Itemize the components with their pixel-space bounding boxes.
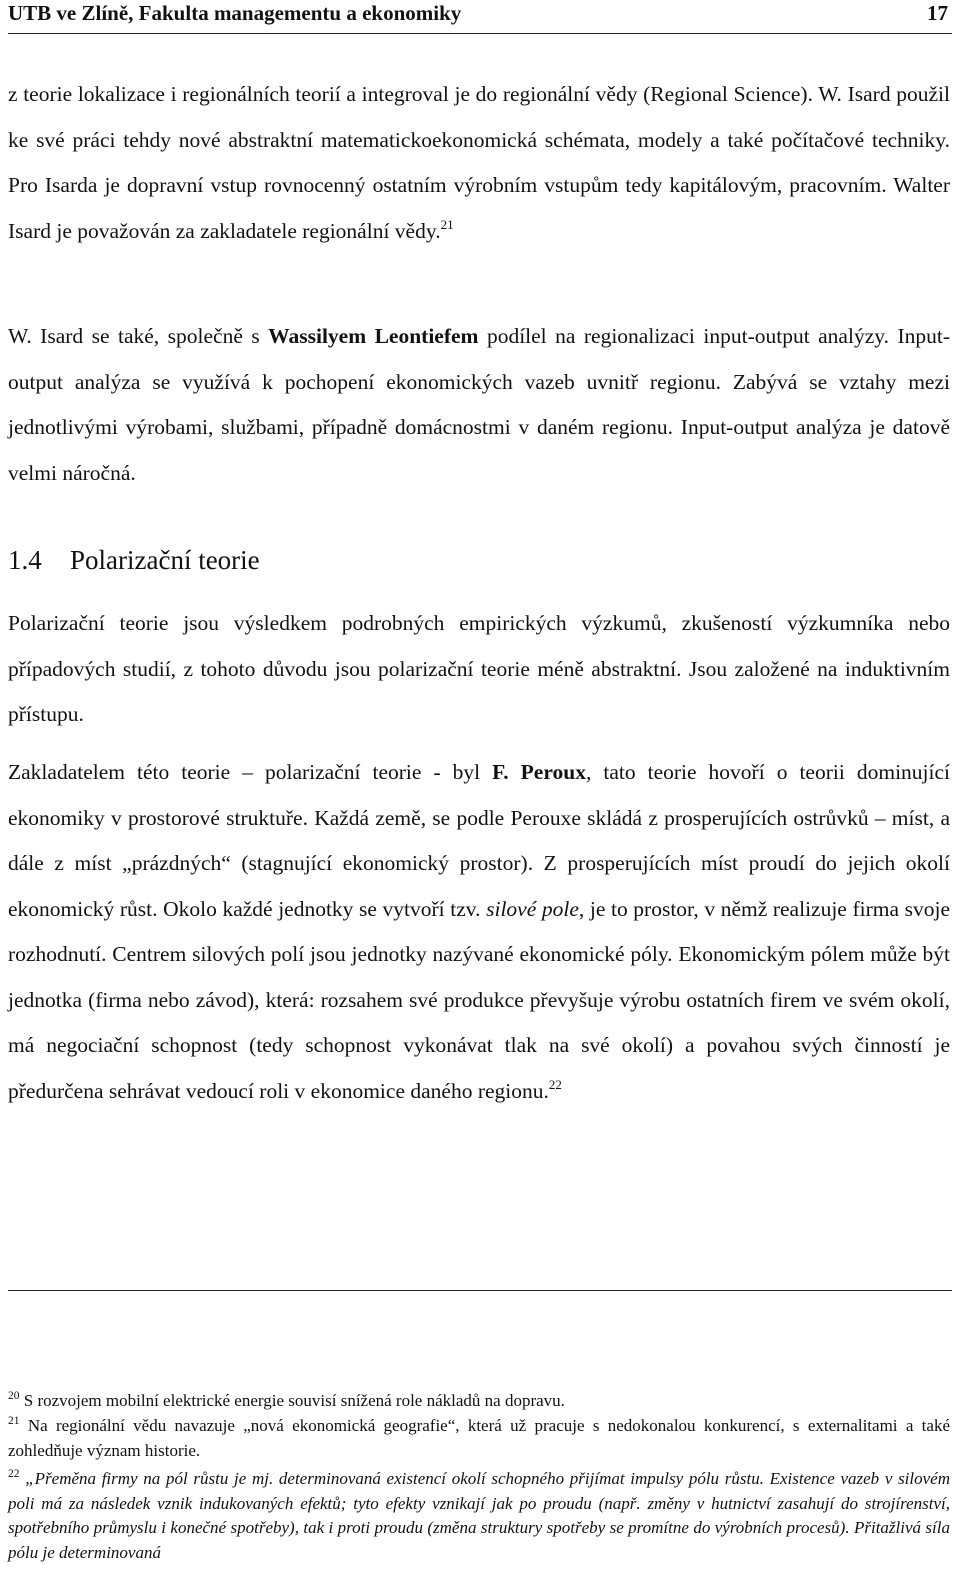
bold-name-leontief: Wassilyem Leontiefem <box>268 324 479 348</box>
section-heading <box>8 540 260 580</box>
paragraph-peroux: Zakladatelem této teorie – polarizační teorie - byl F. Peroux, tato teorie hovoří o teorii dominující ekonomiky v prostorové struktuře. Každá země, se podle Perouxe skládá z prosperujících ostrůvků – míst, a dále z míst „prázdných“ (stagnující ekonomický prostor). Z prosperujících míst proudí do jejich okolí ekonomický růst. Okolo každé jednotky se vytvoří tzv. silové pole, je to prostor, v němž realizuje firma svoje rozhodnutí. Centrem silových polí jsou jednotky nazývané ekonomické póly. Ekonomickým pólem může být jednotka (firma nebo závod), která: rozsahem své produkce převyšuje výrobu ostatních firem ve svém okolí, má negociační schopnost (tedy schopnost vykonávat tlak na své okolí) a povahou svých činností je předurčena sehrávat vedoucí roli v ekonomice daného regionu.$^{22}$ <box>8 760 950 1103</box>
page-number: 17 <box>927 1 948 25</box>
paragraph-polarization-intro: Polarizační teorie jsou výsledkem podrobných empirických výzkumů, zkušeností výzkumníka nebo případových studií, z tohoto důvodu jsou polarizační teorie méně abstraktní. Jsou založené na induktivním přístupu. <box>8 611 950 726</box>
footnote-20: $^{20}$ S rozvojem mobilní elektrické energie souvisí snížená role nákladů na dopravu. <box>8 1390 565 1410</box>
italic-term-force-field: silové pole <box>486 896 579 921</box>
bold-name-peroux: F. Peroux <box>492 760 586 784</box>
paragraph-text: z teorie lokalizace i regionálních teorií a integroval je do regionální vědy (Regional Science). W. Isard použil ke své práci tehdy nové abstraktní matematickoekonomická schémata, modely a také počítačové techniky. Pro Isarda je dopravní vstup rovnocenný ostatním výrobním vstupům tedy kapitálovým, pracovním. Walter Isard je považován za zakladatele regionální vědy. <box>8 82 950 243</box>
page-header <box>8 0 952 34</box>
paragraph-isard <box>8 72 950 254</box>
footnote-ref-21[interactable]: 21 <box>440 216 454 232</box>
footnote-ref-22[interactable]: 22 <box>548 1076 562 1092</box>
header-title: UTB ve Zlíně, Fakulta managementu a ekonomiky <box>8 1 462 25</box>
section-title: Polarizační teorie <box>70 545 260 575</box>
footnote-22: $^{22}$ „Přeměna firmy na pól růstu je mj. determinovaná existencí okolí schopného přijímat impulsy pólu růstu. Existence vazeb v silovém poli má za následek vznik indukovaných efektů; tyto efekty vznikají jak po proudu (např. změny v hutnictví zasahují do strojírenství, spotřebního průmyslu i konečné spotřeby), tak i proti proudu (změna struktury spotřeby se promítne do výrobních procesů). Přitažlivá síla pólu je determinovaná <box>8 1468 950 1562</box>
paragraph-leontief: W. Isard se také, společně s Wassilyem Leontiefem podílel na regionalizaci input-output analýzy. Input-output analýza se využívá k pochopení ekonomických vazeb uvnitř regionu. Zabývá se vztahy mezi jednotlivými výrobami, službami, případně domácnostmi v daném regionu. Input-output analýza je datově velmi náročná. <box>8 324 950 485</box>
footnote-separator <box>8 1290 952 1291</box>
section-number: 1.4 <box>8 545 42 575</box>
footnote-21: $^{21}$ Na regionální vědu navazuje „nová ekonomická geografie“, která už pracuje s nedokonalou konkurencí, s externalitami a také zohledňuje význam historie. <box>8 1415 950 1460</box>
